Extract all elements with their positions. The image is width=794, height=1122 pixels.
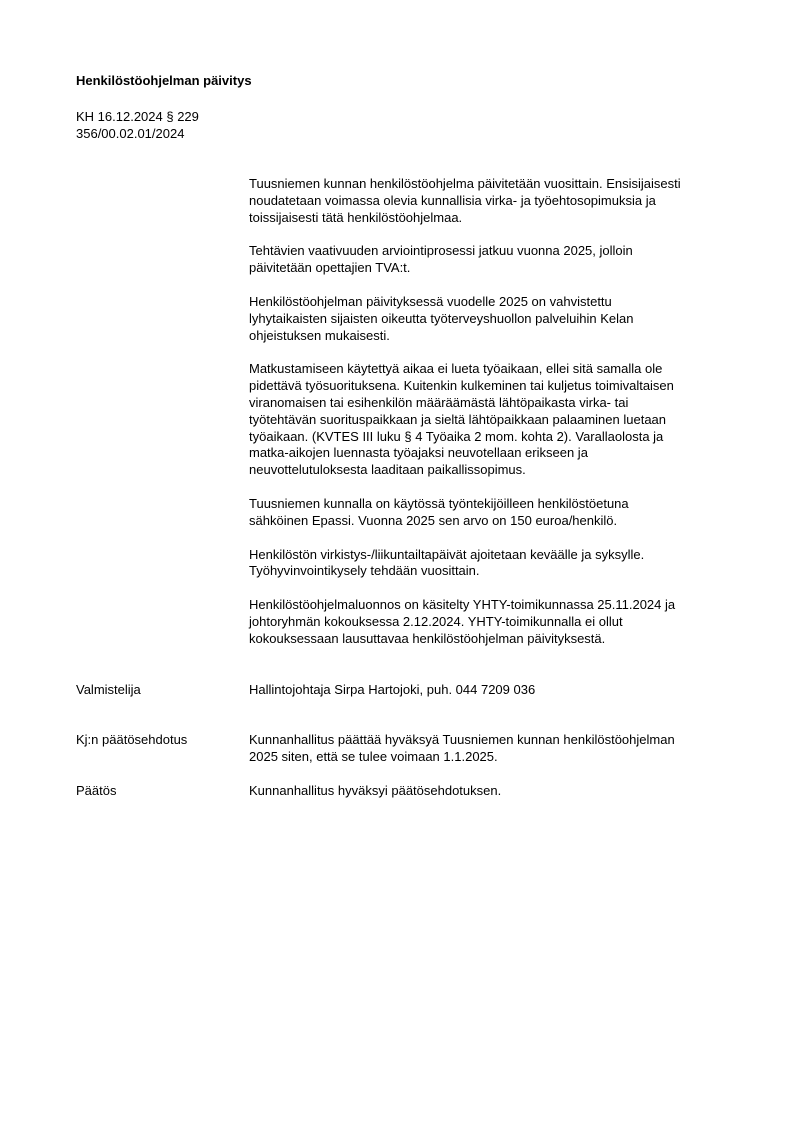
text-line: sähköinen Epassi. Vuonna 2025 sen arvo on 150 euroa/henkilö. [249,512,618,528]
text-line: Tuusniemen kunnalla on käytössä työntekijöilleen henkilöstöetuna [249,495,629,511]
proposal-label: Kj:n päätösehdotus [76,732,188,747]
preparer-value [249,682,749,699]
text-line: viranomaisen tai esihenkilön määräämästä lähtöpaikasta virka- tai [249,394,629,410]
text-line: ohjeistuksen mukaisesti. [249,327,390,343]
text-line: Tehtävien vaativuuden arviointiprosessi jatkuu vuonna 2025, jolloin [249,243,633,259]
paragraph-7 [249,597,749,647]
meeting-reference: KH 16.12.2024 § 229 [76,109,199,124]
text-line: Kunnanhallitus päättää hyväksyä Tuusniemen kunnan henkilöstöohjelman [249,732,675,747]
preparer-label: Valmistelija [76,682,141,697]
text-line: Tuusniemen kunnan henkilöstöohjelma päivitetään vuosittain. Ensisijaisesti [249,176,681,191]
text-line: työaikaan. (KVTES III luku § 4 Työaika 2 mom. kohta 2). Varallaolosta ja [249,428,664,444]
decision-label: Päätös [76,783,117,798]
text-line: Kunnanhallitus hyväksyi päätösehdotuksen. [249,783,502,798]
decision-value [249,783,749,800]
text-line: Hallintojohtaja Sirpa Hartojoki, puh. 044 7209 036 [249,682,536,697]
text-line: Henkilöstön virkistys-/liikuntailtapäivät ajoitetaan keväälle ja syksylle. [249,546,645,562]
text-line: johtoryhmän kokouksessa 2.12.2024. YHTY-toimikunnalla ei ollut [249,613,623,629]
document-title: Henkilöstöohjelman päivitys [76,73,252,88]
text-line: Matkustamiseen käytettyä aikaa ei lueta työaikaan, ellei sitä samalla ole [249,361,663,377]
proposal-value [249,732,749,766]
text-line: Henkilöstöohjelman päivityksessä vuodelle 2025 on vahvistettu [249,293,612,309]
document-meta [76,109,199,143]
paragraph-4 [249,361,749,479]
paragraph-3 [249,294,749,344]
text-line: neuvottelutuloksesta laaditaan paikallissopimus. [249,462,526,478]
text-line: toissijaisesti tätä henkilöstöohjelmaa. [249,209,463,225]
text-line: Henkilöstöohjelmaluonnos on käsitelty YHTY-toimikunnassa 25.11.2024 ja [249,597,676,613]
text-line: lyhytaikaisten sijaisten oikeutta työterveyshuollon palveluihin Kelan [249,310,634,326]
paragraph-6 [249,547,749,581]
text-line: kokouksessaan lausuttavaa henkilöstöohjelman päivityksestä. [249,630,606,646]
body-text [249,176,749,665]
paragraph-5 [249,496,749,530]
text-line: Työhyvinvointikysely tehdään vuosittain. [249,563,480,579]
record-id: 356/00.02.01/2024 [76,125,185,141]
paragraph-2 [249,243,749,277]
text-line: päivitetään opettajien TVA:t. [249,260,411,276]
text-line: noudatetaan voimassa olevia kunnallisia virka- ja työehtosopimuksia ja [249,192,656,208]
paragraph-1 [249,176,749,226]
text-line: 2025 siten, että se tulee voimaan 1.1.2025. [249,748,498,764]
text-line: työtehtävän suorituspaikkaan ja sieltä lähtöpaikkaan palaaminen luetaan [249,411,667,427]
text-line: pidettävä työsuorituksena. Kuitenkin kulkeminen tai kuljetus toimivaltaisen [249,378,674,394]
text-line: matka-aikojen luennasta työajaksi neuvotellaan erikseen ja [249,445,588,461]
